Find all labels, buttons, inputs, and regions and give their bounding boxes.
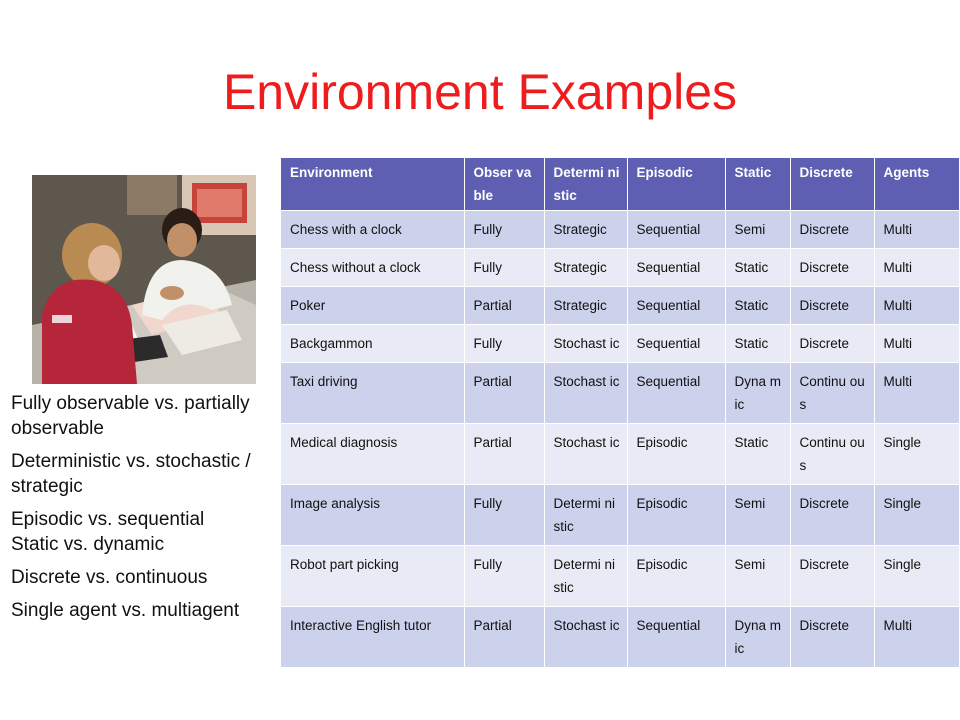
table-cell: Continu ous [790,363,874,424]
students-photo [32,175,256,384]
header-cell: Obser vable [464,158,544,211]
table-cell: Single [874,485,959,546]
table-cell: Backgammon [281,325,464,363]
table-cell: Semi [725,211,790,249]
table-cell: Discrete [790,249,874,287]
table-cell: Discrete [790,485,874,546]
table-cell: Strategic [544,211,627,249]
table-cell: Static [725,424,790,485]
table-row [281,325,959,363]
table-cell: Continu ous [790,424,874,485]
table-cell: Fully [464,249,544,287]
bullet-episodic: Episodic vs. sequential [11,509,205,530]
table-cell: Sequential [627,607,725,668]
table-cell: Determi nistic [544,485,627,546]
table-cell: Stochast ic [544,363,627,424]
table-row [281,546,959,607]
table-cell: Static [725,249,790,287]
table-cell: Single [874,424,959,485]
table-cell: Taxi driving [281,363,464,424]
table-cell: Episodic [627,485,725,546]
table-cell: Sequential [627,211,725,249]
table-cell: Semi [725,546,790,607]
table-cell: Sequential [627,325,725,363]
header-cell: Agents [874,158,959,211]
table-row [281,424,959,485]
table-cell: Poker [281,287,464,325]
table-row [281,485,959,546]
environment-table [281,158,960,668]
table-cell: Multi [874,249,959,287]
table-cell: Multi [874,325,959,363]
table-cell: Interactive English tutor [281,607,464,668]
table-cell: Partial [464,287,544,325]
table-cell: Multi [874,363,959,424]
table-cell: Sequential [627,287,725,325]
table-cell: Semi [725,485,790,546]
table-cell: Sequential [627,363,725,424]
slide-title: Environment Examples [222,64,738,120]
table-cell: Multi [874,211,959,249]
table-row [281,211,959,249]
table-cell: Strategic [544,249,627,287]
table-row [281,607,959,668]
table-header-row [281,158,959,211]
table-cell: Episodic [627,424,725,485]
table-row [281,363,959,424]
bullet-observable: Fully observable vs. partially observable [11,393,250,439]
table-cell: Robot part picking [281,546,464,607]
table-cell: Single [874,546,959,607]
table-cell: Determi nistic [544,546,627,607]
bullet-static: Static vs. dynamic [11,534,165,555]
table-cell: Partial [464,363,544,424]
table-cell: Episodic [627,546,725,607]
table-cell: Dyna mic [725,363,790,424]
table-cell: Multi [874,607,959,668]
table-cell: Multi [874,287,959,325]
bullet-discrete: Discrete vs. continuous [11,567,208,588]
table-cell: Stochast ic [544,325,627,363]
table-cell: Stochast ic [544,607,627,668]
table-cell: Discrete [790,546,874,607]
table-cell: Sequential [627,249,725,287]
bullet-agents: Single agent vs. multiagent [11,600,240,621]
table-cell: Fully [464,485,544,546]
header-cell: Environment [281,158,464,211]
table-cell: Chess without a clock [281,249,464,287]
bullet-deterministic: Deterministic vs. stochastic / strategic [11,451,251,497]
table-cell: Fully [464,211,544,249]
table-row [281,287,959,325]
table-cell: Image analysis [281,485,464,546]
table-cell: Dyna mic [725,607,790,668]
header-cell: Static [725,158,790,211]
table-cell: Partial [464,607,544,668]
table-cell: Medical diagnosis [281,424,464,485]
table-cell: Partial [464,424,544,485]
table-cell: Discrete [790,287,874,325]
table-cell: Fully [464,325,544,363]
header-cell: Episodic [627,158,725,211]
table-cell: Static [725,287,790,325]
table-cell: Static [725,325,790,363]
table-cell: Discrete [790,211,874,249]
table-cell: Strategic [544,287,627,325]
bullet-list [11,391,273,631]
header-cell: Discrete [790,158,874,211]
table-cell: Discrete [790,325,874,363]
table-cell: Chess with a clock [281,211,464,249]
table-row [281,249,959,287]
header-cell: Determi nistic [544,158,627,211]
table-cell: Fully [464,546,544,607]
table-cell: Discrete [790,607,874,668]
table-cell: Stochast ic [544,424,627,485]
